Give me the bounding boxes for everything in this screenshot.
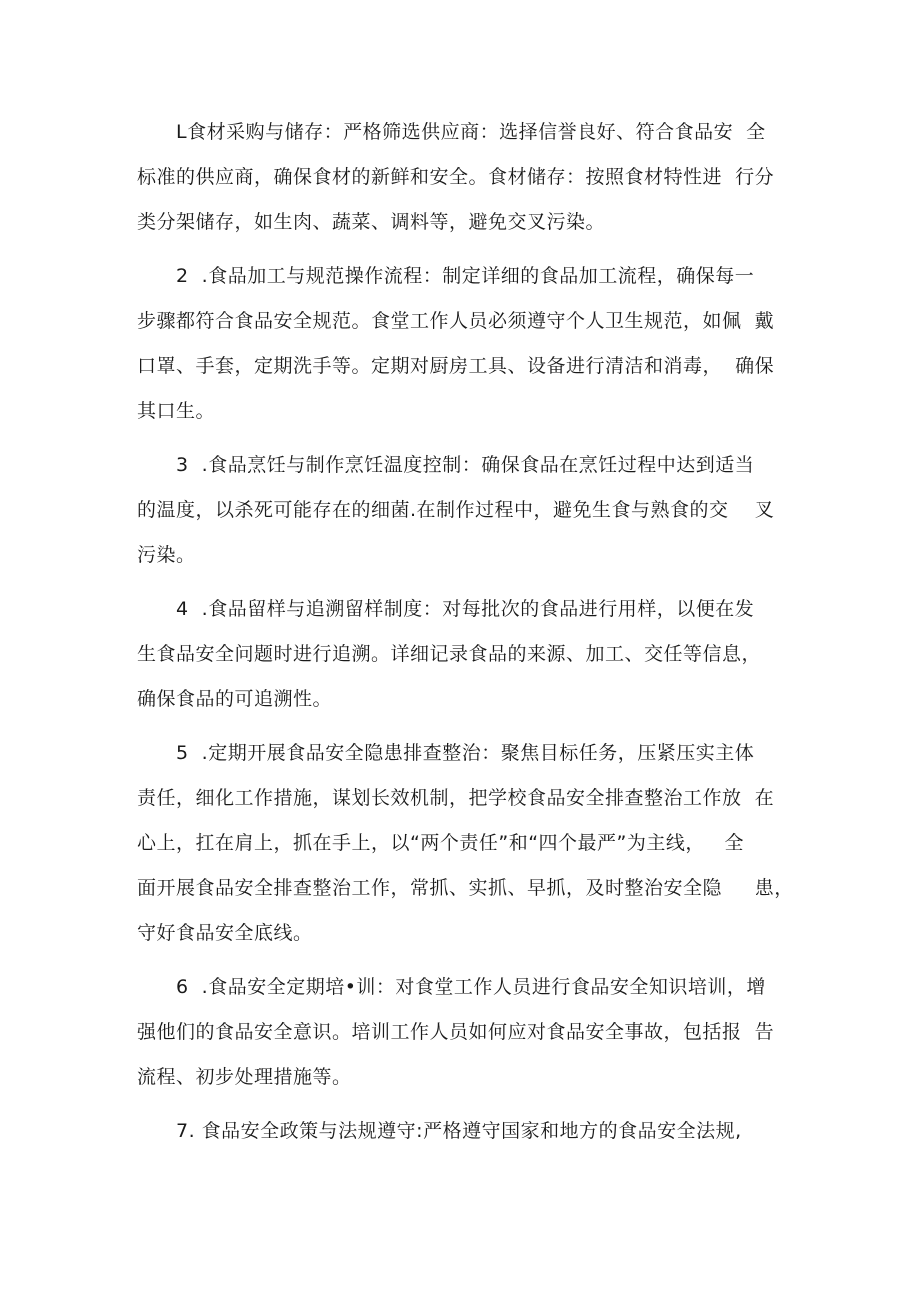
text-line: 生食品安全问题时进行追溯。详细记录食品的来源、加工、交任等信息， (137, 643, 762, 665)
text-line: 面开展食品安全排查整治工作，常抓、实抓、早抓，及时整治安全隐 患， (137, 877, 794, 899)
text-line: 口罩、手套，定期洗手等。定期对厨房工具、设备进行清洁和消毒， 确保 (137, 355, 775, 377)
text-line: 确保食品的可追溯性。 (137, 688, 333, 710)
text-line: 心上，扛在肩上，抓在手上，以“两个责任”和“四个最严”为主线， 全 (137, 832, 744, 854)
text-line: 2 .食品加工与规范操作流程：制定详细的食品加工流程，确保每一 (176, 265, 755, 287)
text-line: 守好食品安全底线。 (137, 922, 313, 944)
text-line: 污染。 (137, 544, 196, 566)
text-line: 5 .定期开展食品安全隐患排查整治：聚焦目标任务，压紧压实主体 (176, 742, 755, 764)
text-line: 责任，细化工作措施，谋划长效机制，把学校食品安全排查整治工作放 在 (137, 787, 775, 809)
text-line: 类分架储存，如生肉、蔬菜、调料等，避免交叉污染。 (137, 211, 606, 233)
text-line: L食材采购与储存：严格筛选供应商：选择信誉良好、符合食品安 全 (176, 121, 766, 143)
text-line: 7. 食品安全政策与法规遵守:严格遵守国家和地方的食品安全法规, (176, 1120, 742, 1142)
text-line: 流程、初步处理措施等。 (137, 1066, 352, 1088)
text-line: 步骤都符合食品安全规范。食堂工作人员必须遵守个人卫生规范，如佩 戴 (137, 310, 775, 332)
text-line: 3 .食品烹饪与制作烹饪温度控制：确保食品在烹饪过程中达到适当 (176, 454, 755, 476)
text-line: 标准的供应商，确保食材的新鲜和安全。食材储存：按照食材特性进 行分 (137, 166, 775, 188)
text-line: 强他们的食品安全意识。培训工作人员如何应对食品安全事故，包括报 告 (137, 1021, 775, 1043)
text-line: 其口生。 (137, 400, 216, 422)
text-line: 的温度，以杀死可能存在的细菌.在制作过程中，避免生食与熟食的交 叉 (137, 499, 775, 521)
text-line: 4 .食品留样与追溯留样制度：对每批次的食品进行用样，以便在发 (176, 598, 755, 620)
text-line: 6 .食品安全定期培•训：对食堂工作人员进行食品安全知识培训，增 (176, 976, 766, 998)
